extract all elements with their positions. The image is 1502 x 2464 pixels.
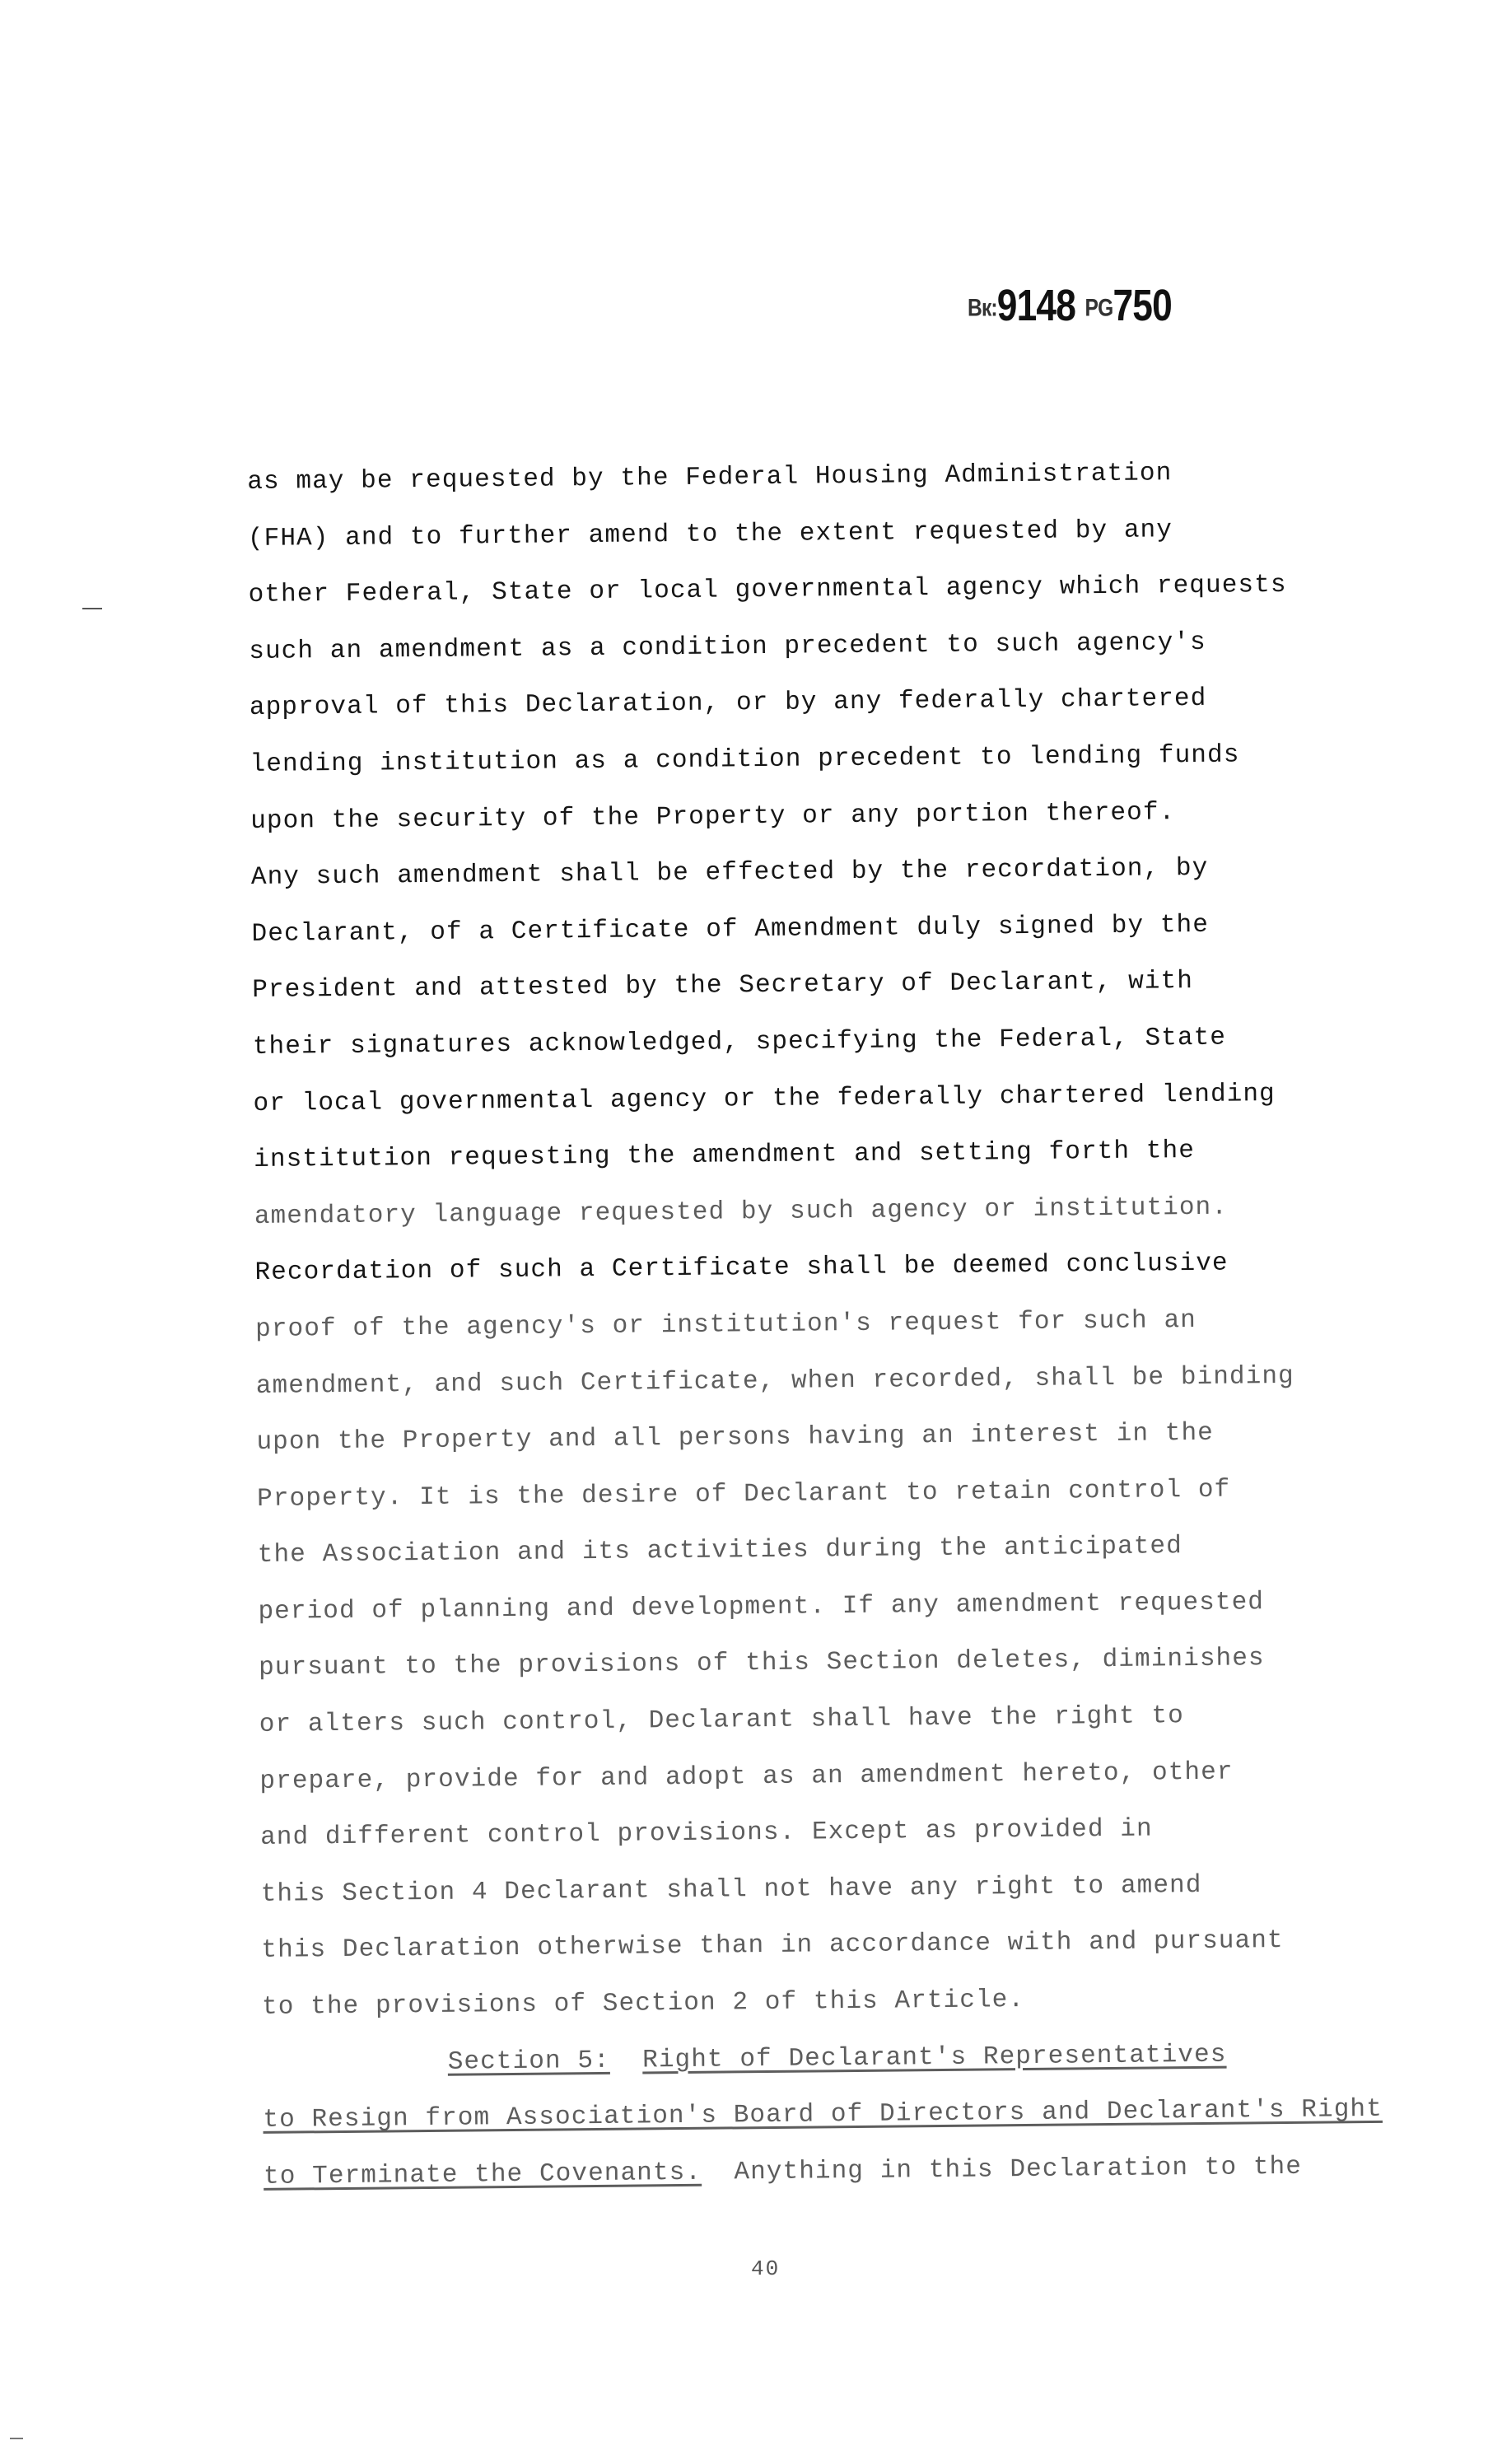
- text-line: as may be requested by the Federal Housing Administration: [247, 459, 1173, 497]
- section-5-title: Right of Declarant's Representatives: [642, 2040, 1227, 2075]
- corner-mark: [10, 2438, 23, 2439]
- text-line: Declarant, of a Certificate of Amendment duly signed by the: [251, 910, 1210, 949]
- text-line: proof of the agency's or institution's request for such an: [255, 1305, 1197, 1344]
- text-line: or local governmental agency or the federally chartered lending: [253, 1079, 1276, 1118]
- text-line: upon the security of the Property or any portion thereof.: [250, 797, 1176, 836]
- text-line: other Federal, State or local governmental agency which requests: [248, 571, 1287, 610]
- section-5-heading-line-3: [264, 2139, 1368, 2205]
- text-line: such an amendment as a condition precedent to such agency's: [249, 628, 1206, 666]
- section-5-body-start: Anything in this Declaration to the: [734, 2152, 1303, 2187]
- section-5-title-end: to Terminate the Covenants.: [263, 2158, 702, 2191]
- page-prefix: PG: [1085, 294, 1113, 322]
- text-line: President and attested by the Secretary of Declarant, with: [252, 967, 1194, 1006]
- text-line: Any such amendment shall be effected by the recordation, by: [250, 853, 1209, 893]
- text-line: upon the Property and all persons having an interest in the: [256, 1418, 1215, 1458]
- text-line: this Section 4 Declarant shall not have any right to amend: [260, 1870, 1202, 1909]
- section-5-heading: [262, 2026, 1366, 2093]
- text-line: lending institution as a condition precedent to lending funds: [250, 740, 1240, 779]
- text-line: prepare, provide for and adopt as an amendment hereto, other: [259, 1757, 1234, 1796]
- text-line: to the provisions of Section 2 of this Article.: [261, 1986, 1025, 2022]
- text-line: or alters such control, Declarant shall have the right to: [259, 1701, 1185, 1739]
- text-line: the Association and its activities during the anticipated: [257, 1532, 1183, 1570]
- section-5-label: Section 5:: [447, 2046, 610, 2077]
- text-line: amendment, and such Certificate, when recorded, shall be binding: [255, 1361, 1294, 1401]
- text-line: this Declaration otherwise than in accordance with and pursuant: [261, 1926, 1284, 1966]
- text-line: Recordation of such a Certificate shall be deemed conclusive: [254, 1248, 1229, 1288]
- book-page-stamp: [968, 280, 1172, 331]
- text-line: institution requesting the amendment and setting forth the: [254, 1136, 1196, 1175]
- section-5-heading-line-2: [263, 2082, 1383, 2149]
- text-line: Property. It is the desire of Declarant to retain control of: [257, 1475, 1231, 1514]
- text-line: amendatory language requested by such agency or institution.: [254, 1192, 1229, 1231]
- text-line: and different control provisions. Except as provided in: [259, 1814, 1153, 1853]
- text-line: their signatures acknowledged, specifying the Federal, State: [252, 1023, 1227, 1062]
- text-line: period of planning and development. If any amendment requested: [258, 1588, 1265, 1626]
- book-number: 9148: [996, 281, 1076, 330]
- body-text: [247, 444, 1383, 2205]
- section-5-title-continued: to Resign from Association's Board of Directors and Declarant's Right: [263, 2095, 1383, 2135]
- margin-mark: [82, 608, 102, 609]
- text-line: pursuant to the provisions of this Section deletes, diminishes: [258, 1644, 1265, 1683]
- book-prefix: Bк:: [968, 294, 997, 322]
- page-number-stamp: 750: [1113, 281, 1172, 330]
- text-line: approval of this Declaration, or by any federally chartered: [249, 684, 1207, 723]
- text-line: (FHA) and to further amend to the extent requested by any: [247, 515, 1173, 553]
- page-number: 40: [751, 2256, 781, 2281]
